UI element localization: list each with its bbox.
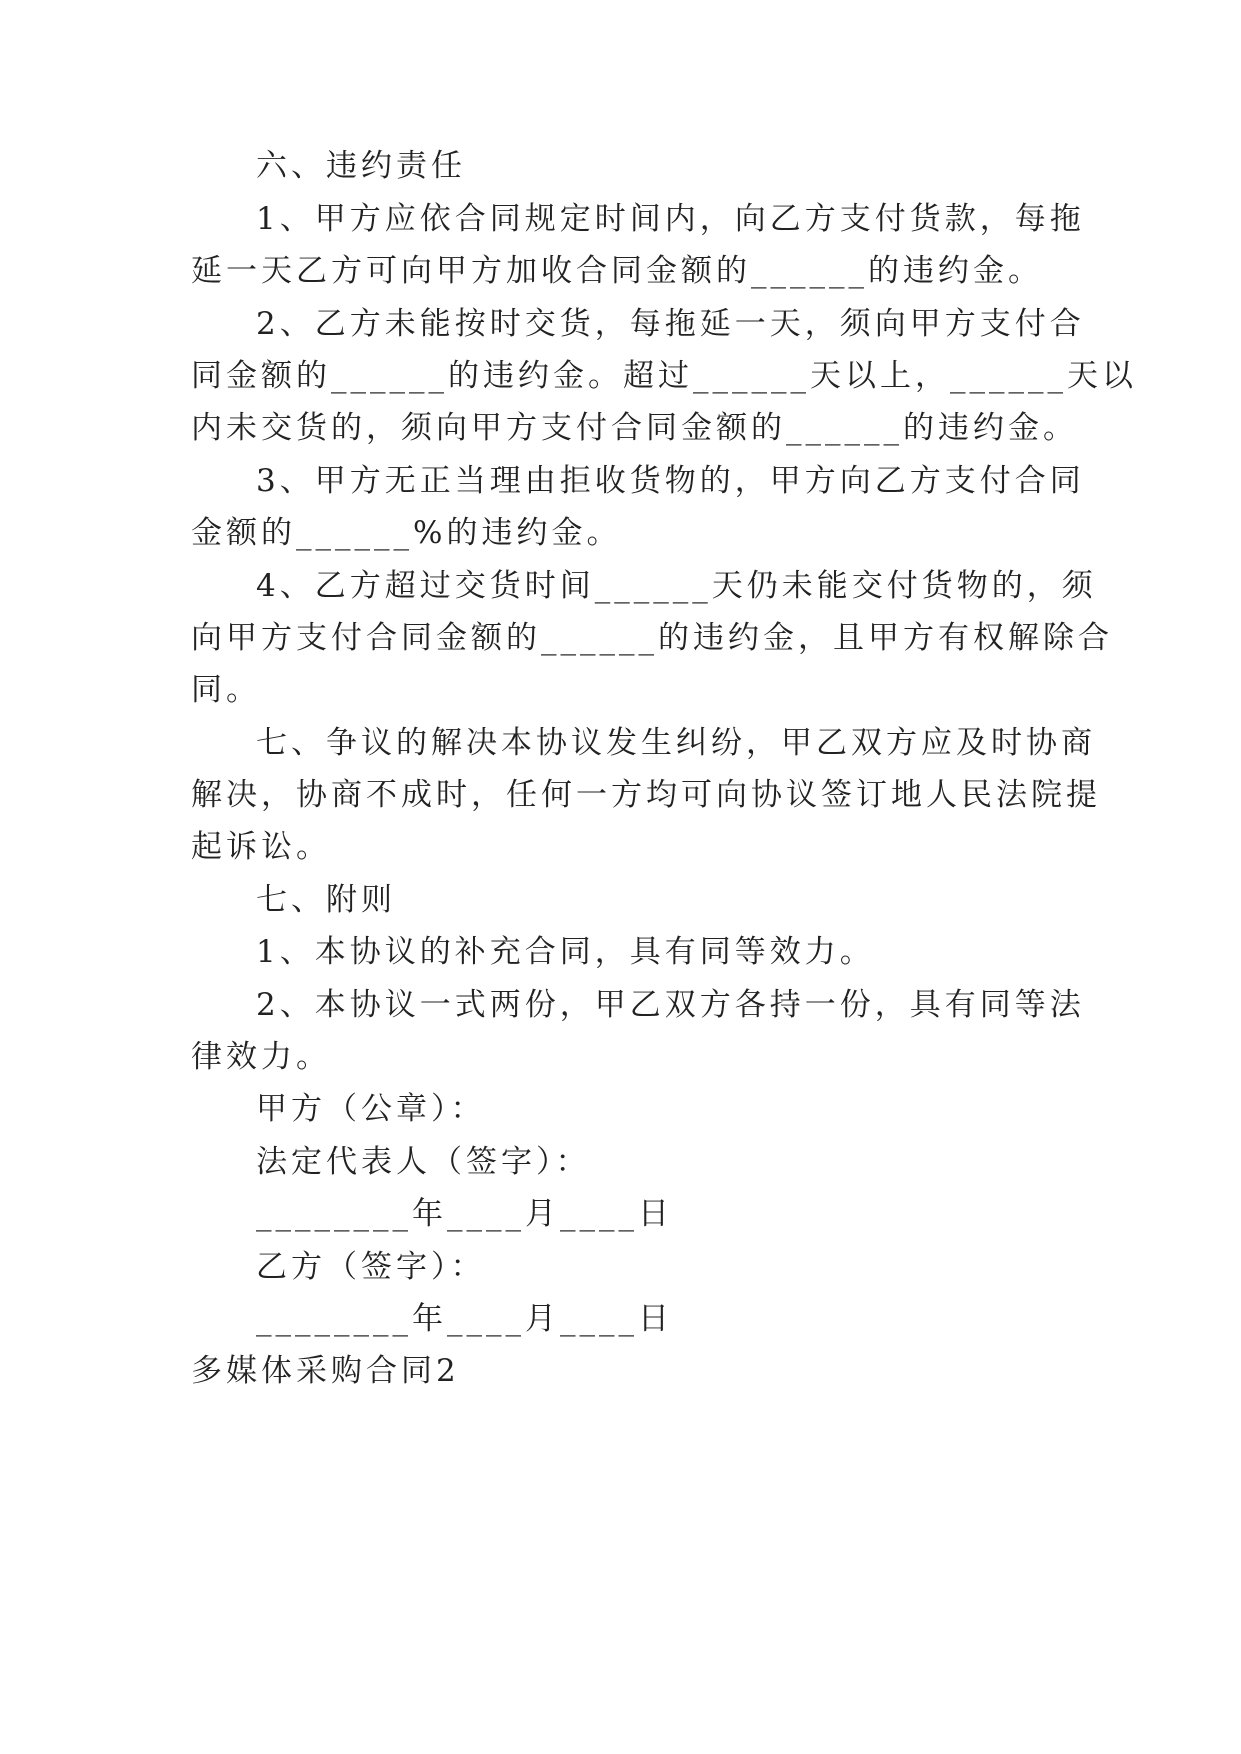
clause-2-line-3: 内未交货的，须向甲方支付合同金额的______的违约金。 <box>191 410 1078 446</box>
section-heading-breach: 六、违约责任 <box>256 148 466 184</box>
clause-3-line-2: 金额的______%的违约金。 <box>191 515 622 551</box>
clause-1-line-2: 延一天乙方可向甲方加收合同金额的______的违约金。 <box>191 253 1043 289</box>
clause-2-line-1: 2、乙方未能按时交货，每拖延一天，须向甲方支付合 <box>256 306 1085 342</box>
party-b-signature-label: 乙方（签字）： <box>256 1249 486 1285</box>
clause-2-line-2: 同金额的______的违约金。超过______天以上，______天以 <box>191 358 1137 394</box>
appendix-clause-2-line-1: 2、本协议一式两份，甲乙双方各持一份，具有同等法 <box>256 987 1085 1023</box>
dispute-line-1: 七、争议的解决本协议发生纠纷，甲乙双方应及时协商 <box>256 725 1096 761</box>
appendix-clause-2-line-2: 律效力。 <box>191 1039 331 1075</box>
appendix-clause-1: 1、本协议的补充合同，具有同等效力。 <box>256 934 875 970</box>
legal-rep-signature-label: 法定代表人（签字）： <box>256 1144 591 1180</box>
clause-4-line-2: 向甲方支付合同金额的______的违约金，且甲方有权解除合 <box>191 620 1113 656</box>
next-document-title: 多媒体采购合同2 <box>191 1353 460 1389</box>
party-a-seal-label: 甲方（公章）： <box>256 1091 486 1127</box>
clause-1-line-1: 1、甲方应依合同规定时间内，向乙方支付货款，每拖 <box>256 201 1085 237</box>
party-a-date-line: ________年____月____日 <box>256 1196 673 1232</box>
clause-4-line-1: 4、乙方超过交货时间______天仍未能交付货物的，须 <box>256 568 1097 604</box>
clause-4-line-3: 同。 <box>191 672 261 708</box>
party-b-date-line: ________年____月____日 <box>256 1301 673 1337</box>
clause-3-line-1: 3、甲方无正当理由拒收货物的，甲方向乙方支付合同 <box>256 463 1085 499</box>
section-heading-appendix: 七、附则 <box>256 882 396 918</box>
dispute-line-3: 起诉讼。 <box>191 829 331 865</box>
dispute-line-2: 解决，协商不成时，任何一方均可向协议签订地人民法院提 <box>191 777 1101 813</box>
